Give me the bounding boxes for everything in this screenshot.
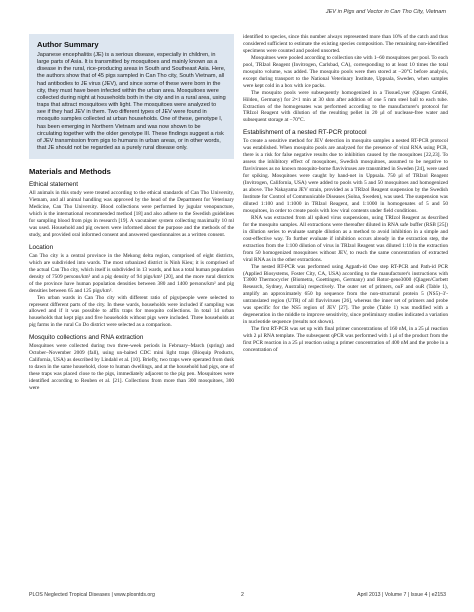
paragraph-continued-3: The mosquito pools were subsequently homogenized in a TissueLyser (Qiagen GmbH, Hilden, Germany) for 2×1 min at 30 shm after addition of one 5 mm steel ball to each tube. Extraction of the homogenates was performed according to the manufacturer's protocol for TRIzol Reagent with dilution of the resulting pellet in 20 μl of nuclease-free water and subsequent storage at −70°C. — [243, 89, 448, 124]
footer-page-number: 2 — [241, 592, 244, 598]
paragraph-ethical: All animals in this study were treated according to the ethical standards of Can Tho University, Vietnam, and all animal handling was approved by the head of the Department for Veterinary Medicine, Can Tho University. Blood collections were performed by jugular venopuncture, which is the international recommended method [18] and also adhere to the Swedish guidelines for sampling blood from pigs in research [19]. A vacutainer system collecting maximally 10 ml was used. Household and pig owners were informed about the purpose and the methods of the study, and provided oral informed consent and answered questionnaires as a written consent. — [29, 190, 234, 238]
subsection-title-rtpcr: Establishment of a nested RT-PCR protocol — [243, 129, 367, 137]
author-summary-title: Author Summary — [37, 40, 99, 49]
running-head: JEV in Pigs and Vector in Can Tho City, Vietnam — [325, 9, 446, 15]
footer-issue: April 2013 | Volume 7 | Issue 4 | e2153 — [357, 592, 446, 598]
right-column — [243, 34, 448, 354]
section-title-materials-methods: Materials and Methods — [29, 167, 111, 177]
paragraph-rtpcr-4: The first RT-PCR was set up with final primer concentrations of 160 nM, in a 25 μl reaction with 2 μl RNA template. The subsequent qPCR was performed with 1 μl of the product from the first PCR reaction in a 25 μl reaction using a primer concentration of 400 nM and the probe in a concentration of — [243, 326, 448, 353]
paragraph-rtpcr-1: To create a sensitive method for JEV detection in mosquito samples a nested RT-PCR protocol was established. When mosquito pools are analyzed for the presence of viral RNA using PCR, there is a risk for false negative results due to inhibition caused by the mosquitoes [22,23]. To assess the inhibitory effect of mosquitoes, Swedish mosquitoes, assumed to be negative to flaviviruses as no known mosquito-borne flaviviruses are transmitted in Sweden [24], were used for spiking. Mosquitoes were caught by hand-net in Uppsala. 750 μl of TRIzol Reagent (Invitrogen, California, USA) were added to pools with 5 and 50 mosquitoes and homogenized as above. The Nakayama JEV strain, provided as a TRIzol Reagent suspension by the Swedish Institute for Control of Communicable Diseases (Solna, Sweden), was used. The suspension was diluted 1:100 and 1:1000 in TRIzol Reagent, and 1:1000 in homogenates of 5 and 50 mosquitoes, in order to create pools with low viral contents under field conditions. — [243, 138, 448, 214]
page-footer — [29, 592, 446, 600]
subsection-title-ethical: Ethical statement — [29, 181, 79, 189]
paragraph-continued-1: identified to species, since this number always represented more than 10% of the catch and thus considered sufficient to estimate the existing species composition. The remaining non-identified specimens were counted and pooled unsorted. — [243, 34, 448, 54]
paragraph-location-2: Ten urban wards in Can Tho city with different ratio of pigs/people were selected to represent different parts of the city. In these wards, households were included if sampling was allowed and if it was possible to affix traps for mosquito collections. In total 14 urban households that kept pigs and five households without pigs were included. Three households at pig farms in the rural Co Do district were selected as a comparison. — [29, 294, 234, 329]
paragraph-rtpcr-3: The nested RT-PCR was performed using Agpath-id One step RT-PCR and Path-id PCR (Applied Biosystems, Foster City, CA, USA) according to the manufacturer's instructions with T3000 Thermocycler (Biometra, Goettingen, Germany) and Rotor-gene3000 (Qiagen/Corbett Research, Sydney, Australia) respectively. The outer set of primers, ouF and ouR (Table 1), amplify an approximately 650 bp sequence from the non-structural protein 5 (NS5)–3'-untranslated region (UTR) of all flaviviruses [26], whereas the inner set of primers and probe was specific for the NS5 region of JEV [27]. The probe (Table 1) was modified with a degeneration in the middle to improve sensitivity, since preliminary studies indicated a variation in nucleotide sequence (results not shown). — [243, 263, 448, 326]
paragraph-mosquito: Mosquitoes were collected during two three-week periods in February–March (spring) and October–November 2009 (fall), using un-baited CDC mini light traps (Bioquip Products, California, USA) as described by Lindahl et al. [10]. Briefly, two traps were operated from dusk to dawn in the same household, close to human dwellings, and at the household had pigs, one of these traps was placed close to the pigs, immediately adjacent to the pig pen. Mosquitoes were identified according to Reuben et al. [21]. Collections from more than 300 mosquitoes, 300 were — [29, 343, 234, 392]
author-summary-box — [29, 34, 234, 159]
subsection-title-mosquito: Mosquito collections and RNA extraction — [29, 334, 144, 342]
paragraph-continued-2: Mosquitoes were pooled according to collection site with 1–60 mosquitoes per pool. To each pool, TRIzol Reagent (Invitrogen, Carlsbad, CA), corresponding to at least 10 times the total mosquito volume, was added. The mosquito pools were then stored at −20°C before analysis, except during transport to the National Veterinary Institute, Uppsala, Sweden, when samples were kept cold in a box with ice packs. — [243, 54, 448, 89]
subsection-title-location: Location — [29, 243, 54, 251]
footer-journal: PLOS Neglected Tropical Diseases | www.plosntds.org — [29, 592, 155, 598]
paragraph-location-1: Can Tho city is a central province in the Mekong delta region, comprised of eight districts, which are subdivided into wards. The most urbanized district is Ninh Kieu; it is comprised of the actual Can Tho city, which itself is subdivided in 13 wards, and has a total human population density of 7509 persons/km² and a pig density of 94 pigs/km² [20], and the more rural districts of the province have human population densities between 380 and 1400 persons/km² and pig densities between 65 and 125 pigs/km². — [29, 252, 234, 294]
paragraph-rtpcr-2: RNA was extracted from all spiked virus suspensions, using TRIzol Reagent as described for the mosquito samples. All extractions were thereafter diluted in RNA safe buffer (RSB [25]) in dilution series to evaluate sample dilution as a method to avoid inhibition in a simple and cost-effective way. To further evaluate if inhibition occurs already in the extraction step, the extraction from the 1:100 dilution of virus in TRIzol Reagent was diluted 1:10 in the extraction from 50 homogenized mosquitoes without JEV, to reach the same concentration of extracted viral RNA as in the other extractions. — [243, 214, 448, 263]
left-column — [29, 34, 234, 392]
author-summary-text: Japanese encephalitis (JE) is a serious disease, especially in children, in large parts of Asia. It is transmitted by mosquitoes and mainly known as a disease in the rural, rice-producing areas in South and Southeast Asia. Here, the authors show that of 45 pigs sampled in Can Tho city, South Vietnam, all had antibodies to JE virus (JEV), and since some of these were born in the city, they must have been infected within the urban area. Mosquitoes were collected during night at households both in the city and in a rural area, using traps that attract mosquitoes with light. The mosquitoes were analyzed to see if they had JEV in them. Two different types of JEV were found in mosquito samples collected at urban households. One of these, genotype I, has been emerging in Northern Vietnam and was now shown to be circulating together with the older genotype III. These findings suggest a risk of JEV transmission from pigs to humans in urban areas, or in other words, that JE should not be regarded as a purely rural disease only. — [37, 52, 226, 152]
